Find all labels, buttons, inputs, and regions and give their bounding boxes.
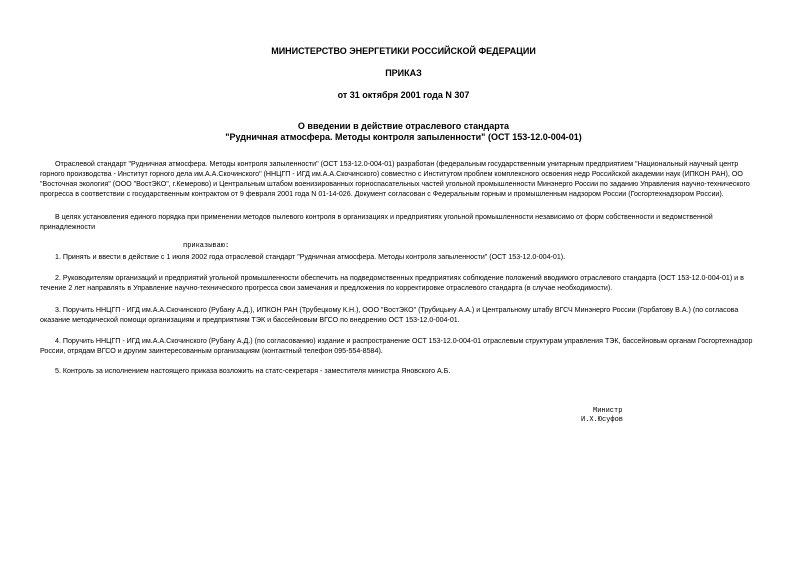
order-subject-line-2: "Рудничная атмосфера. Методы контроля запыленности" (ОСТ 153-12.0-004-01) [225, 132, 582, 142]
order-item-1 [40, 252, 793, 262]
order-item-3 [40, 305, 793, 325]
text-line: 5. Контроль за исполнением настоящего приказа возложить на статс-секретаря - заместителя министра Яновского А.Б. [55, 367, 451, 375]
ministry-heading: МИНИСТЕРСТВО ЭНЕРГЕТИКИ РОССИЙСКОЙ ФЕДЕРАЦИИ [271, 46, 536, 56]
signature-title: Министр [593, 407, 623, 415]
text-line: Отраслевой стандарт "Рудничная атмосфера. Методы контроля запыленности" (ОСТ 153-12.0-004-01) разработан (федеральным государственным унитарным предприятием "Национальный научный центр [55, 160, 739, 168]
text-line: оказание методической помощи организациям и предприятиям ТЭК и бассейновым ВГСО по внедрению ОСТ 153-12.0-004-01. [40, 316, 460, 324]
order-subject-line-1: О введении в действие отраслевого стандарта [297, 121, 510, 131]
text-line: принадлежности [40, 223, 96, 231]
text-line: 1. Принять и ввести в действие с 1 июля 2002 года отраслевой стандарт "Рудничная атмосфера. Методы контроля запыленности" (ОСТ 153-12.0-004-01). [55, 253, 566, 261]
purpose-paragraph [40, 212, 793, 232]
text-line: 2. Руководителям организаций и предприятий угольной промышленности обеспечить на подведомственных предприятиях соблюдение положений вводимого отраслевого стандарта (ОСТ 153-12.0-004-01) и в [55, 274, 744, 282]
order-item-2 [40, 273, 793, 293]
order-word: приказываю: [183, 242, 230, 250]
text-line: 4. Поручить ННЦГП - ИГД им.А.А.Скочинского (Рубану А.Д.) (по согласованию) издание и распространение ОСТ 153-12.0-004-01 отраслевым структурам управления ТЭК, бассейновым органам Госгортехнадзор [55, 337, 753, 345]
text-line: 3. Поручить ННЦГП - ИГД им.А.А.Скочинского (Рубану А.Д.), ИПКОН РАН (Трубецкому К.Н.), ООО "ВостЭКО" (Трубицыну А.А.) и Центральному штабу ВГСЧ Минэнерго России (Горбатову В.А.) (по согласова [55, 306, 739, 314]
signature-name: И.Х.Юсуфов [581, 416, 624, 424]
text-line: России, отрядам ВГСО и другим заинтересованным организациям (контактный телефон 095-554-8584). [40, 347, 383, 355]
text-line: "Восточная экология" (ООО "ВостЭКО", г.Кемерово) и Центральным штабом военизированных горноспасательных частей угольной промышленности Минэнерго России по заданию Управления научно-технического [40, 180, 750, 188]
order-date-number: от 31 октября 2001 года N 307 [337, 90, 470, 100]
order-type-heading: ПРИКАЗ [385, 68, 422, 78]
order-item-5 [40, 366, 793, 376]
text-line: горного производства - Институт горного дела им.А.А.Скочинского" (ННЦГП - ИГД им.А.А.Скочинского) совместно с Институтом проблем комплексного освоения недр Российской академии наук (ИПКОН РАН), ОО [40, 170, 743, 178]
order-item-4 [40, 336, 793, 356]
text-line: В целях установления единого порядка при применении методов пылевого контроля в организациях и предприятиях угольной промышленности независимо от форм собственности и ведомственной [55, 213, 713, 221]
text-line: прогресса в соответствии с государственным контрактом от 9 февраля 2001 года N 01-14-026. Документ согласован с Федеральным горным и промышленным надзором России (Госгортехнадзором России). [40, 190, 724, 198]
intro-paragraph [40, 159, 793, 199]
text-line: течение 2 лет направлять в Управление научно-технического прогресса свои замечания и предложения по корректировке отраслевого стандарта (в случае необходимости). [40, 284, 613, 292]
